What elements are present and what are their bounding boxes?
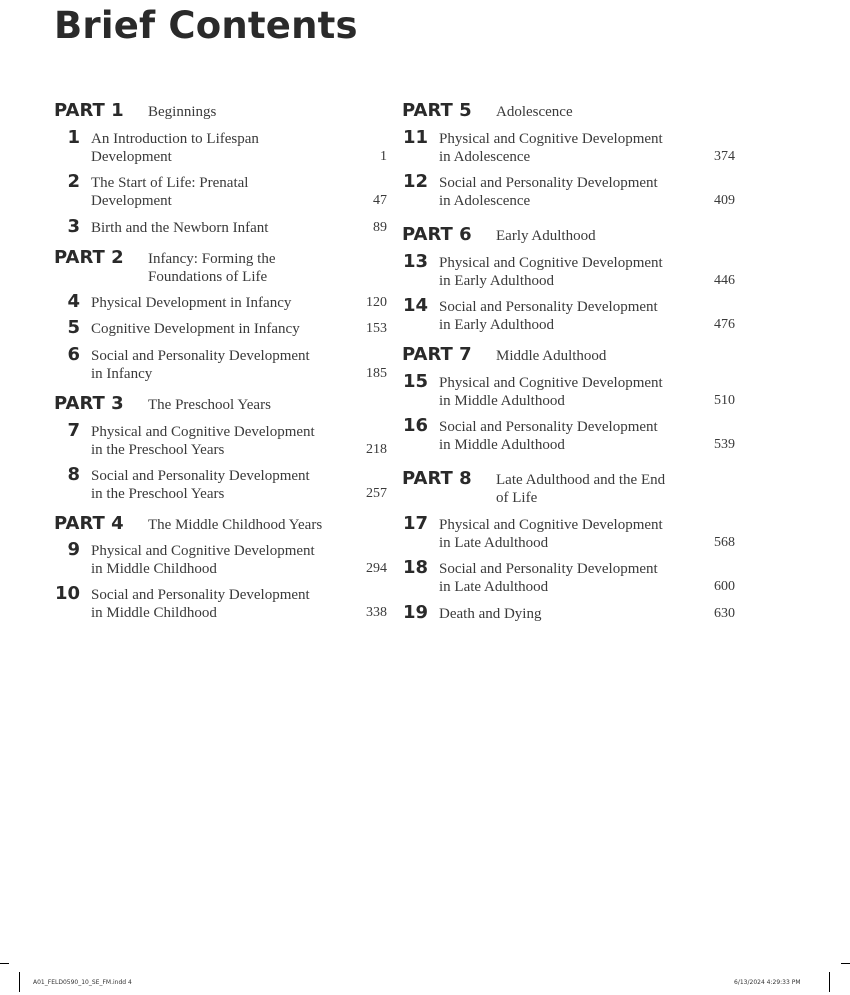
page-title: Brief Contents — [54, 4, 358, 47]
part-label: PART 7 — [402, 344, 472, 365]
part-title: Late Adulthood and the End of Life — [496, 472, 666, 506]
chapter-title: Physical and Cognitive Development in Late Adulthood — [439, 517, 663, 551]
part-label: PART 3 — [54, 393, 124, 414]
chapter-number: 16 — [402, 415, 428, 436]
part-title: Adolescence — [496, 104, 573, 120]
chapter-page-number: 120 — [366, 295, 387, 310]
chapter-page-number: 153 — [366, 321, 387, 336]
chapter-page-number: 539 — [714, 437, 735, 452]
chapter-number: 6 — [67, 344, 80, 365]
chapter-number: 3 — [67, 216, 80, 237]
chapter-title: Physical and Cognitive Development in Adolescence — [439, 131, 663, 165]
part-title: The Middle Childhood Years — [148, 517, 323, 533]
chapter-page-number: 446 — [714, 273, 735, 288]
chapter-title: Social and Personality Development in Middle Adulthood — [439, 419, 658, 453]
chapter-page-number: 630 — [714, 606, 735, 621]
part-label: PART 2 — [54, 247, 124, 268]
chapter-number: 12 — [402, 171, 428, 192]
chapter-number: 17 — [402, 513, 428, 534]
chapter-page-number: 294 — [366, 561, 387, 576]
chapter-page-number: 600 — [714, 579, 735, 594]
chapter-page-number: 257 — [366, 486, 387, 501]
part-title: Infancy: Forming the Foundations of Life — [148, 251, 276, 285]
chapter-number: 4 — [67, 291, 80, 312]
crop-mark — [19, 972, 20, 992]
chapter-number: 2 — [67, 171, 80, 192]
chapter-number: 11 — [402, 127, 428, 148]
chapter-title: Physical Development in Infancy — [91, 295, 292, 311]
chapter-number: 8 — [67, 464, 80, 485]
chapter-page-number: 568 — [714, 535, 735, 550]
part-title: Beginnings — [148, 104, 217, 120]
part-label: PART 1 — [54, 100, 124, 121]
chapter-number: 7 — [67, 420, 80, 441]
chapter-title: Physical and Cognitive Development in the Preschool Years — [91, 424, 315, 458]
chapter-number: 18 — [402, 557, 428, 578]
chapter-page-number: 218 — [366, 442, 387, 457]
chapter-title: Social and Personality Development in the Preschool Years — [91, 468, 310, 502]
chapter-title: Physical and Cognitive Development in Middle Adulthood — [439, 375, 663, 409]
footer-date-stamp: 6/13/2024 4:29:33 PM — [734, 979, 801, 986]
part-label: PART 5 — [402, 100, 472, 121]
crop-mark — [829, 972, 830, 992]
footer-file-slug: A01_FELD0590_10_SE_FM.indd 4 — [33, 979, 132, 986]
chapter-title: Physical and Cognitive Development in Middle Childhood — [91, 543, 315, 577]
chapter-title: The Start of Life: Prenatal Development — [91, 175, 249, 209]
chapter-title: Social and Personality Development in Late Adulthood — [439, 561, 658, 595]
part-title: Early Adulthood — [496, 228, 596, 244]
chapter-title: Social and Personality Development in Adolescence — [439, 175, 658, 209]
chapter-number: 14 — [402, 295, 428, 316]
chapter-title: Physical and Cognitive Development in Early Adulthood — [439, 255, 663, 289]
crop-mark — [0, 963, 9, 964]
chapter-page-number: 409 — [714, 193, 735, 208]
chapter-number: 19 — [402, 602, 428, 623]
crop-mark — [841, 963, 850, 964]
chapter-page-number: 374 — [714, 149, 735, 164]
chapter-title: Death and Dying — [439, 606, 542, 622]
chapter-page-number: 338 — [366, 605, 387, 620]
part-label: PART 8 — [402, 468, 472, 489]
chapter-page-number: 89 — [373, 220, 387, 235]
part-title: The Preschool Years — [148, 397, 271, 413]
chapter-number: 15 — [402, 371, 428, 392]
chapter-page-number: 185 — [366, 366, 387, 381]
part-label: PART 6 — [402, 224, 472, 245]
chapter-number: 13 — [402, 251, 428, 272]
part-title: Middle Adulthood — [496, 348, 607, 364]
chapter-number: 9 — [67, 539, 80, 560]
chapter-title: Social and Personality Development in Middle Childhood — [91, 587, 310, 621]
chapter-number: 1 — [67, 127, 80, 148]
chapter-number: 10 — [54, 583, 80, 604]
chapter-title: Cognitive Development in Infancy — [91, 321, 300, 337]
chapter-page-number: 510 — [714, 393, 735, 408]
chapter-page-number: 476 — [714, 317, 735, 332]
chapter-page-number: 47 — [373, 193, 387, 208]
chapter-title: Social and Personality Development in Early Adulthood — [439, 299, 658, 333]
chapter-page-number: 1 — [380, 149, 387, 164]
chapter-number: 5 — [67, 317, 80, 338]
chapter-title: Social and Personality Development in Infancy — [91, 348, 310, 382]
chapter-title: An Introduction to Lifespan Development — [91, 131, 259, 165]
chapter-title: Birth and the Newborn Infant — [91, 220, 269, 236]
part-label: PART 4 — [54, 513, 124, 534]
